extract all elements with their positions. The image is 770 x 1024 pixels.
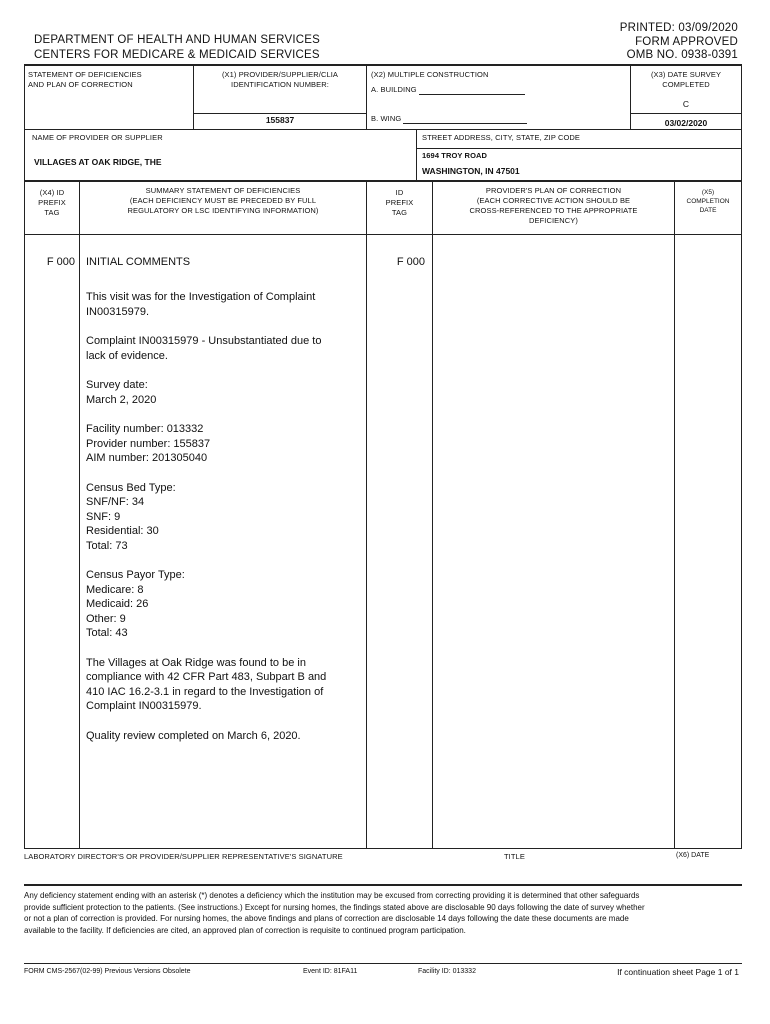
centers-title: CENTERS FOR MEDICARE & MEDICAID SERVICES (34, 49, 320, 61)
initial-comments-title: INITIAL COMMENTS (86, 256, 191, 268)
comment-paragraph: The Villages at Oak Ridge was found to be in compliance with 42 CFR Part 483, Subpart B and 410 IAC 16.2-3.1 in regard to the Investigation of Complaint IN00315979. (86, 656, 327, 712)
continuation-page: If continuation sheet Page 1 of 1 (617, 967, 739, 977)
comment-paragraph: Census Bed Type: SNF/NF: 34 SNF: 9 Residential: 30 Total: 73 (86, 481, 176, 552)
printed-date: PRINTED: 03/09/2020 (619, 22, 738, 34)
address-street: 1694 TROY ROAD (422, 151, 488, 160)
column-header-divider (24, 234, 742, 235)
title-label: TITLE (504, 852, 525, 861)
plan-header: PROVIDER'S PLAN OF CORRECTION (EACH CORRECTIVE ACTION SHOULD BE CROSS-REFERENCED TO THE APPROPRIATE DEFICIENCY) (469, 186, 638, 225)
comment-paragraph: This visit was for the Investigation of Complaint IN00315979. (86, 291, 316, 318)
footer-divider (24, 963, 742, 964)
form-number: FORM CMS-2567(02-99) Previous Versions Obsolete (24, 968, 191, 975)
comments-body (86, 290, 362, 758)
comment-paragraph: Survey date: March 2, 2020 (86, 379, 157, 406)
facility-id: Facility ID: 013332 (418, 968, 476, 975)
statement-label: STATEMENT OF DEFICIENCIES AND PLAN OF CORRECTION (28, 70, 142, 89)
address-label: STREET ADDRESS, CITY, STATE, ZIP CODE (422, 133, 581, 142)
comment-paragraph: Facility number: 013332 Provider number: 155837 AIM number: 201305040 (86, 423, 211, 464)
event-id: Event ID: 81FA11 (303, 968, 358, 975)
right-tag: F 000 (396, 256, 425, 268)
wing-field: B. WING (371, 114, 527, 124)
form-approved: FORM APPROVED (635, 36, 738, 48)
row-divider-1 (24, 129, 742, 130)
omb-number: OMB NO. 0938-0391 (626, 49, 738, 61)
signature-bottom (24, 884, 742, 886)
x3-label: (X3) DATE SURVEY COMPLETED (650, 70, 722, 89)
signature-label: LABORATORY DIRECTOR'S OR PROVIDER/SUPPLIER REPRESENTATIVE'S SIGNATURE (24, 852, 343, 861)
comment-paragraph: Complaint IN00315979 - Unsubstantiated due to lack of evidence. (86, 335, 322, 362)
x6-date-label: (X6) DATE (676, 852, 710, 859)
x4-id-header: (X4) ID PREFIX TAG (38, 188, 66, 217)
summary-header: SUMMARY STATEMENT OF DEFICIENCIES (EACH DEFICIENCY MUST BE PRECEDED BY FULL REGULATORY OR LSC IDENTIFYING INFORMATION) (127, 186, 319, 215)
right-border (741, 64, 742, 848)
comment-paragraph: Quality review completed on March 6, 2020. (86, 729, 301, 742)
provider-name: VILLAGES AT OAK RIDGE, THE (34, 157, 162, 167)
top-border (24, 64, 742, 66)
completion-header: (X5) COMPLETION DATE (686, 189, 730, 214)
disclaimer-text: Any deficiency statement ending with an asterisk (*) denotes a deficiency which the institution may be excused from correcting providing it is determined that other safeguards provide sufficient protection to the patients. (See instructions.) Except for nursing homes, the findings stated above are disclosable 90 days following the date of survey whether or not a plan of correction is provided. For nursing homes, the above findings and plans of correction are disclosable 14 days following the date these documents are made available to the facility. If deficiencies are cited, an approved plan of correction is requisite to continued program participation. (24, 891, 645, 935)
department-title: DEPARTMENT OF HEALTH AND HUMAN SERVICES (34, 34, 320, 46)
survey-completed-date: 03/02/2020 (664, 118, 708, 128)
table-bottom (24, 848, 742, 849)
address-city: WASHINGTON, IN 47501 (422, 166, 520, 176)
building-field: A. BUILDING (371, 85, 525, 95)
provider-label: NAME OF PROVIDER OR SUPPLIER (32, 133, 163, 142)
comment-paragraph: Census Payor Type: Medicare: 8 Medicaid: 26 Other: 9 Total: 43 (86, 569, 185, 639)
survey-code: C (682, 99, 690, 109)
x2-label: (X2) MULTIPLE CONSTRUCTION (371, 70, 489, 79)
left-tag: F 000 (46, 256, 75, 268)
x1-label: (X1) PROVIDER/SUPPLIER/CLIA IDENTIFICATION NUMBER: (221, 70, 339, 89)
provider-id-number: 155837 (265, 115, 295, 125)
row-divider-2 (24, 180, 742, 182)
left-border (24, 64, 25, 848)
id-prefix-header: ID PREFIX TAG (385, 188, 414, 217)
